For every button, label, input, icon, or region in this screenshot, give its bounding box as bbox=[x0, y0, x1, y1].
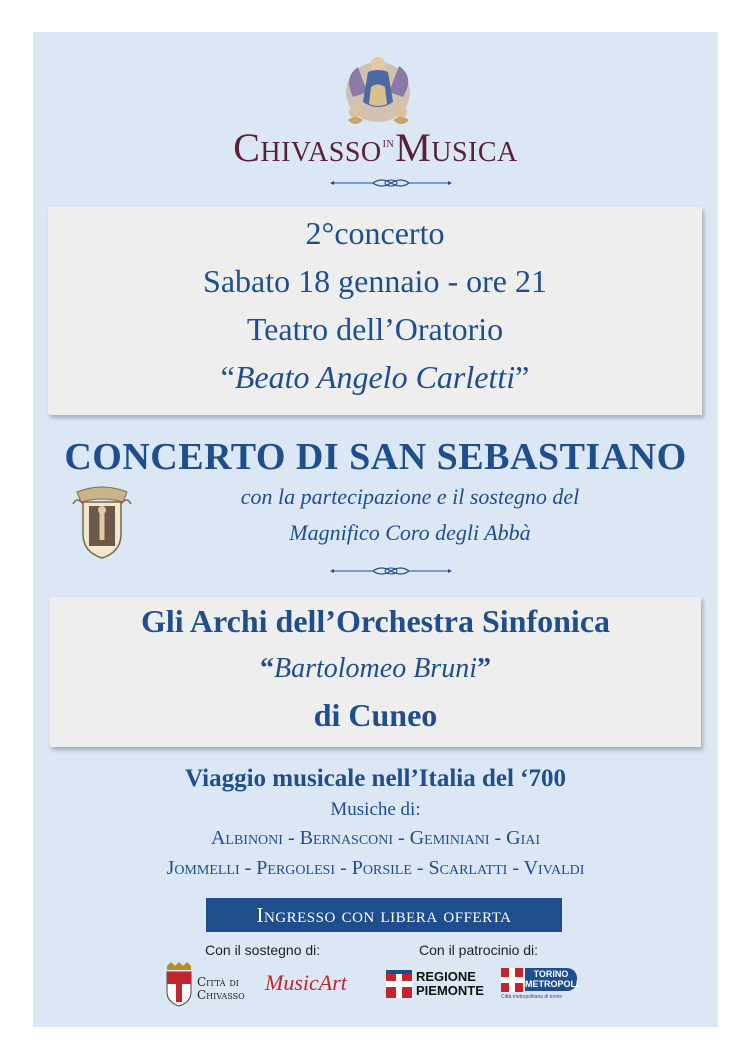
piemonte-flag-icon bbox=[386, 970, 412, 998]
torino-line-1: TORINO bbox=[533, 969, 569, 979]
ornament-divider-icon bbox=[329, 564, 453, 578]
concert-title: CONCERTO DI SAN SEBASTIANO bbox=[64, 436, 687, 478]
angel-illustration-icon bbox=[333, 42, 423, 132]
composers-line-2: Jommelli - Pergolesi - Porsile - Scarlatti - Vivaldi bbox=[166, 857, 585, 879]
music-by-label: Musiche di: bbox=[330, 799, 421, 820]
quote-close: ” bbox=[515, 359, 530, 395]
program-heading: Viaggio musicale nell’Italia del ‘700 bbox=[185, 765, 566, 792]
regione-piemonte-logo bbox=[386, 968, 486, 1002]
torino-badge bbox=[525, 968, 577, 991]
event-info-box bbox=[48, 207, 702, 415]
concert-number bbox=[48, 215, 702, 252]
torino-subtitle: Città metropolitana di torino bbox=[501, 994, 563, 1000]
quote-close: ” bbox=[477, 653, 491, 684]
quote-open: “ bbox=[220, 359, 235, 395]
regione-text bbox=[416, 970, 484, 998]
orchestra-name bbox=[50, 653, 701, 685]
orchestra-line-1: Gli Archi dell’Orchestra Sinfonica bbox=[140, 603, 611, 639]
regione-line-2: PIEMONTE bbox=[416, 983, 484, 998]
participation-line-1: con la partecipazione e il sostegno del bbox=[240, 484, 580, 509]
quote-open: “ bbox=[260, 653, 274, 684]
orchestra-city: di Cuneo bbox=[313, 697, 438, 733]
citta-text bbox=[197, 976, 245, 1002]
chivasso-in-musica-logo bbox=[33, 124, 718, 171]
logo-word-in: IN bbox=[382, 139, 395, 150]
san-sebastiano-crest-icon bbox=[71, 484, 133, 560]
musicart-text: MusicArt bbox=[265, 970, 347, 995]
regione-line-1: REGIONE bbox=[416, 969, 476, 984]
venue-name-text: Beato Angelo Carletti bbox=[234, 359, 516, 395]
torino-metropoli-logo bbox=[501, 966, 581, 1006]
musicart-logo bbox=[265, 970, 355, 1000]
admission-banner: Ingresso con libera offerta bbox=[206, 898, 562, 932]
torino-crest-icon bbox=[501, 968, 523, 992]
logo-word-chivasso: Chivasso bbox=[233, 125, 382, 170]
patronage-label: Con il patrocinio di: bbox=[419, 942, 539, 958]
torino-line-2: METROPOLI bbox=[525, 979, 579, 989]
concert-venue: Teatro dell’Oratorio bbox=[246, 311, 504, 347]
citta-line-2: Chivasso bbox=[197, 988, 245, 1002]
citta-line-1: Città di bbox=[197, 975, 239, 989]
orchestra-name-text: Bartolomeo Bruni bbox=[274, 653, 477, 684]
support-label: Con il sostegno di: bbox=[205, 942, 321, 958]
ornament-divider-icon bbox=[329, 176, 453, 190]
composers-line-1: Albinoni - Bernasconi - Geminiani - Giai bbox=[210, 827, 541, 849]
participation-line-2: Magnifico Coro degli Abbà bbox=[289, 520, 531, 545]
citta-di-chivasso-logo bbox=[163, 960, 253, 1010]
chivasso-coat-of-arms-icon bbox=[163, 960, 195, 1008]
orchestra-box bbox=[50, 597, 701, 747]
venue-name bbox=[48, 359, 702, 396]
logo-word-musica: Musica bbox=[395, 125, 518, 170]
concert-date: Sabato 18 gennaio - ore 21 bbox=[203, 263, 547, 299]
concert-word: concerto bbox=[334, 215, 445, 251]
concert-ordinal: 2° bbox=[305, 215, 335, 251]
poster bbox=[33, 32, 718, 1027]
